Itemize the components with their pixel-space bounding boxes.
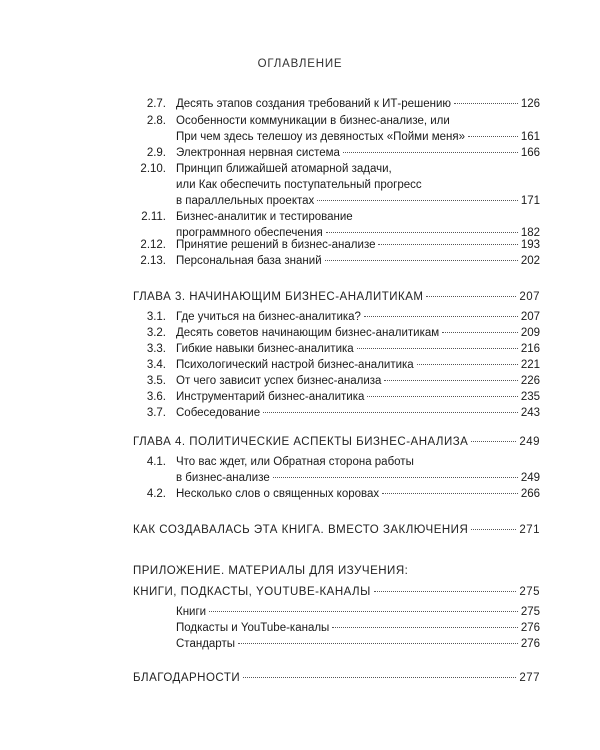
dot-leader — [357, 348, 518, 349]
toc-appendix-heading[interactable] — [133, 563, 540, 579]
toc-entry-number: 2.7. — [146, 98, 166, 110]
toc-entry-2-12-[interactable] — [140, 237, 540, 253]
toc-entry-title-line: Что вас ждет, или Обратная сторона работы — [176, 456, 414, 468]
toc-entry-title-line: Особенности коммуникации в бизнес-анализе, или — [176, 115, 450, 127]
toc-entry-title: Стандарты — [176, 638, 235, 650]
toc-entry-number: 3.5. — [146, 375, 166, 387]
toc-appendix-item[interactable] — [176, 620, 540, 636]
toc-entry-title: Книги — [176, 606, 207, 618]
toc-entry-number: 4.1. — [146, 456, 166, 468]
toc-entry-title: в параллельных проектах — [176, 195, 315, 207]
toc-entry-number: 3.7. — [146, 407, 166, 419]
dot-leader — [382, 493, 518, 494]
dot-leader — [384, 380, 517, 381]
toc-entry-3-1-[interactable] — [146, 309, 540, 325]
dot-leader — [374, 591, 517, 592]
toc-page-number: 275 — [519, 586, 540, 598]
page-title: ОГЛАВЛЕНИЕ — [257, 58, 343, 70]
toc-entry-4-2-[interactable] — [146, 486, 540, 502]
toc-chapter-4[interactable] — [133, 434, 540, 450]
toc-entry-4-1-[interactable] — [146, 454, 540, 486]
toc-entry-title: ГЛАВА 4. ПОЛИТИЧЕСКИЕ АСПЕКТЫ БИЗНЕС-АНАЛИЗА — [133, 436, 469, 448]
toc-entry-number: 2.11. — [141, 211, 166, 223]
dot-leader — [243, 677, 516, 678]
toc-entry-title: Персональная база знаний — [176, 255, 322, 267]
dot-leader — [332, 627, 517, 628]
dot-leader — [238, 643, 518, 644]
toc-entry-number: 3.3. — [146, 343, 166, 355]
toc-entry-number: 2.10. — [140, 163, 166, 175]
toc-entry-title: Гибкие навыки бизнес-аналитика — [176, 343, 354, 355]
toc-entry-title: Электронная нервная система — [176, 147, 340, 159]
toc-entry-3-3-[interactable] — [146, 341, 540, 357]
toc-entry-3-6-[interactable] — [146, 389, 540, 405]
toc-entry-2-13-[interactable] — [140, 253, 540, 269]
toc-chapter-3[interactable] — [133, 289, 540, 305]
toc-page-number: 277 — [519, 672, 540, 684]
toc-appendix-item[interactable] — [176, 636, 540, 652]
dot-leader — [426, 296, 516, 297]
toc-page-number: 126 — [520, 98, 540, 110]
toc-entry-2-10-[interactable] — [140, 161, 540, 209]
toc-entry-number: 3.6. — [146, 391, 166, 403]
toc-page-number: 182 — [520, 227, 540, 239]
dot-leader — [367, 396, 517, 397]
dot-leader — [364, 316, 518, 317]
toc-entry-title: Психологический настрой бизнес-аналитика — [176, 359, 414, 371]
toc-page-number: 276 — [520, 622, 540, 634]
dot-leader — [471, 529, 516, 530]
toc-entry-number: 2.12. — [140, 239, 166, 251]
toc-page-number: 235 — [520, 391, 540, 403]
dot-leader — [209, 611, 518, 612]
toc-page-number: 207 — [519, 291, 540, 303]
toc-page-number: 202 — [520, 255, 540, 267]
dot-leader — [442, 332, 518, 333]
toc-entry-title: КАК СОЗДАВАЛАСЬ ЭТА КНИГА. ВМЕСТО ЗАКЛЮЧЕНИЯ — [133, 524, 469, 536]
dot-leader — [468, 136, 518, 137]
toc-entry-title: КНИГИ, ПОДКАСТЫ, YOUTUBE-КАНАЛЫ — [133, 586, 371, 598]
toc-appendix-item[interactable] — [176, 604, 540, 620]
toc-entry-3-4-[interactable] — [146, 357, 540, 373]
dot-leader — [454, 103, 518, 104]
toc-entry-title: ГЛАВА 3. НАЧИНАЮЩИМ БИЗНЕС-АНАЛИТИКАМ — [133, 291, 424, 303]
dot-leader — [325, 260, 518, 261]
toc-entry-title: Принятие решений в бизнес-анализе — [176, 239, 376, 251]
toc-entry-3-7-[interactable] — [146, 405, 540, 421]
toc-page-number: 221 — [520, 359, 540, 371]
toc-page-number: 243 — [520, 407, 540, 419]
toc-entry-title: в бизнес-анализе — [176, 472, 270, 484]
toc-entry-3-5-[interactable] — [146, 373, 540, 389]
dot-leader — [378, 244, 517, 245]
toc-entry-title-line: Принцип ближайшей атомарной задачи, — [176, 163, 392, 175]
toc-entry-title: программного обеспечения — [176, 227, 323, 239]
toc-page-number: 171 — [520, 195, 540, 207]
toc-entry-title: Десять советов начинающим бизнес-аналитикам — [176, 327, 440, 339]
dot-leader — [471, 441, 516, 442]
toc-page-number: 275 — [520, 606, 540, 618]
toc-entry-title: Где учиться на бизнес-аналитика? — [176, 311, 361, 323]
toc-page-number: 249 — [520, 472, 540, 484]
toc-page-number: 271 — [519, 524, 540, 536]
toc-entry-title: Подкасты и YouTube-каналы — [176, 622, 330, 634]
toc-entry-title: Собеседование — [176, 407, 261, 419]
toc-page-number: 193 — [520, 239, 540, 251]
toc-page-number: 166 — [520, 147, 540, 159]
dot-leader — [417, 364, 518, 365]
toc-thanks[interactable] — [133, 670, 540, 686]
toc-entry-2-7-[interactable] — [146, 96, 540, 112]
toc-entry-number: 4.2. — [146, 488, 166, 500]
dot-leader — [263, 412, 518, 413]
toc-page-number: 209 — [520, 327, 540, 339]
toc-page-number: 226 — [520, 375, 540, 387]
toc-page-number: 216 — [520, 343, 540, 355]
toc-entry-number: 3.1. — [146, 311, 166, 323]
toc-entry-title: ПРИЛОЖЕНИЕ. МАТЕРИАЛЫ ДЛЯ ИЗУЧЕНИЯ: — [133, 565, 409, 577]
toc-entry-2-8-[interactable] — [146, 113, 540, 145]
dot-leader — [343, 152, 518, 153]
toc-appendix-subheading[interactable] — [133, 584, 540, 600]
dot-leader — [273, 477, 518, 478]
dot-leader — [326, 232, 518, 233]
toc-entry-number: 2.8. — [146, 115, 166, 127]
toc-entry-title-line: или Как обеспечить поступательный прогресс — [176, 179, 422, 191]
toc-page-number: 249 — [519, 436, 540, 448]
toc-entry-title: БЛАГОДАРНОСТИ — [133, 672, 241, 684]
toc-entry-number: 2.9. — [146, 147, 166, 159]
toc-entry-title: Инструментарий бизнес-аналитика — [176, 391, 365, 403]
toc-entry-number: 3.2. — [146, 327, 166, 339]
toc-entry-title: Несколько слов о священных коровах — [176, 488, 380, 500]
toc-page-number: 207 — [520, 311, 540, 323]
toc-entry-number: 2.13. — [140, 255, 166, 267]
toc-entry-title: От чего зависит успех бизнес-анализа — [176, 375, 382, 387]
dot-leader — [317, 200, 518, 201]
toc-entry-title: При чем здесь телешоу из девяностых «Пойми меня» — [176, 131, 465, 143]
toc-entry-number: 3.4. — [146, 359, 166, 371]
toc-entry-2-9-[interactable] — [146, 145, 540, 161]
toc-epilogue[interactable] — [133, 522, 540, 538]
toc-entry-title: Десять этапов создания требований к ИТ-решению — [176, 98, 452, 110]
toc-page-number: 276 — [520, 638, 540, 650]
toc-entry-3-2-[interactable] — [146, 325, 540, 341]
toc-page-number: 161 — [520, 131, 540, 143]
toc-page-number: 266 — [520, 488, 540, 500]
toc-entry-title-line: Бизнес-аналитик и тестирование — [176, 211, 353, 223]
